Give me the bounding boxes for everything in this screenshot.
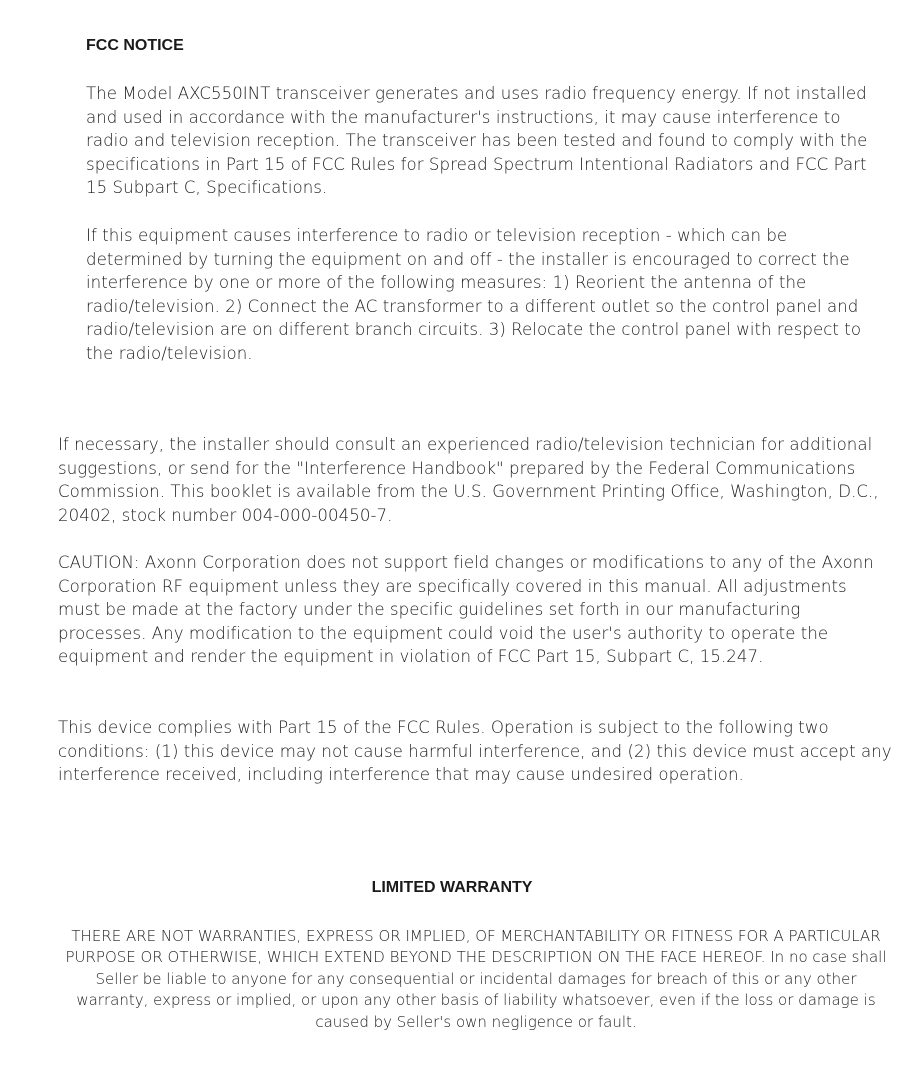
fcc-paragraph-transceiver: The Model AXC550INT transceiver generates and uses radio frequency energy. If not installed and used in accordance with the manufacturer's instructions, it may cause interference to radio and television reception. The transceiver has been tested and found to comply with the specifications in Part 15 of FCC Rules for Spread Spectrum Intentional Radiators and FCC Part 15 Subpart C, Specifications. bbox=[86, 84, 868, 198]
caution-paragraph: CAUTION: Axonn Corporation does not support field changes or modifications to any of the Axonn Corporation RF equipment unless they are specifically covered in this manual. All adjustments must be made at the factory under the specific guidelines set forth in our manufacturing processes. Any modification to the equipment could void the user's authority to operate the equipment and render the equipment in violation of FCC Part 15, Subpart C, 15.247. bbox=[58, 553, 874, 667]
fcc-paragraph-consult-technician: If necessary, the installer should consult an experienced radio/television technician for additional suggestions, or send for the "Interference Handbook" prepared by the Federal Communications Commission. This booklet is available from the U.S. Government Printing Office, Washington, D.C., 20402, stock number 004-000-00450-7. bbox=[58, 435, 879, 525]
limited-warranty-text: THERE ARE NOT WARRANTIES, EXPRESS OR IMPLIED, OF MERCHANTABILITY OR FITNESS FOR A PARTICULAR PURPOSE OR OTHERWISE, WHICH EXTEND BEYOND THE DESCRIPTION ON THE FACE HEREOF. In no case shall Seller be liable to anyone for any consequential or incidental damages for breach of this or any other warranty, express or implied, or upon any other basis of liability whatsoever, even if the loss or damage is caused by Seller's own negligence or fault. bbox=[65, 927, 887, 1031]
fcc-paragraph-interference-measures: If this equipment causes interference to radio or television reception - which can be determined by turning the equipment on and off - the installer is encouraged to correct the interference by one or more of the following measures: 1) Reorient the antenna of the radio/television. 2) Connect the AC transformer to a different outlet so the control panel and radio/television are on different branch circuits. 3) Relocate the control panel with respect to the radio/television. bbox=[86, 226, 862, 363]
fcc-notice-heading: FCC NOTICE bbox=[86, 37, 184, 54]
limited-warranty-heading: LIMITED WARRANTY bbox=[371, 879, 533, 896]
compliance-paragraph: This device complies with Part 15 of the FCC Rules. Operation is subject to the following two conditions: (1) this device may not cause harmful interference, and (2) this device must accept any interference received, including interference that may cause undesired operation. bbox=[58, 718, 892, 785]
